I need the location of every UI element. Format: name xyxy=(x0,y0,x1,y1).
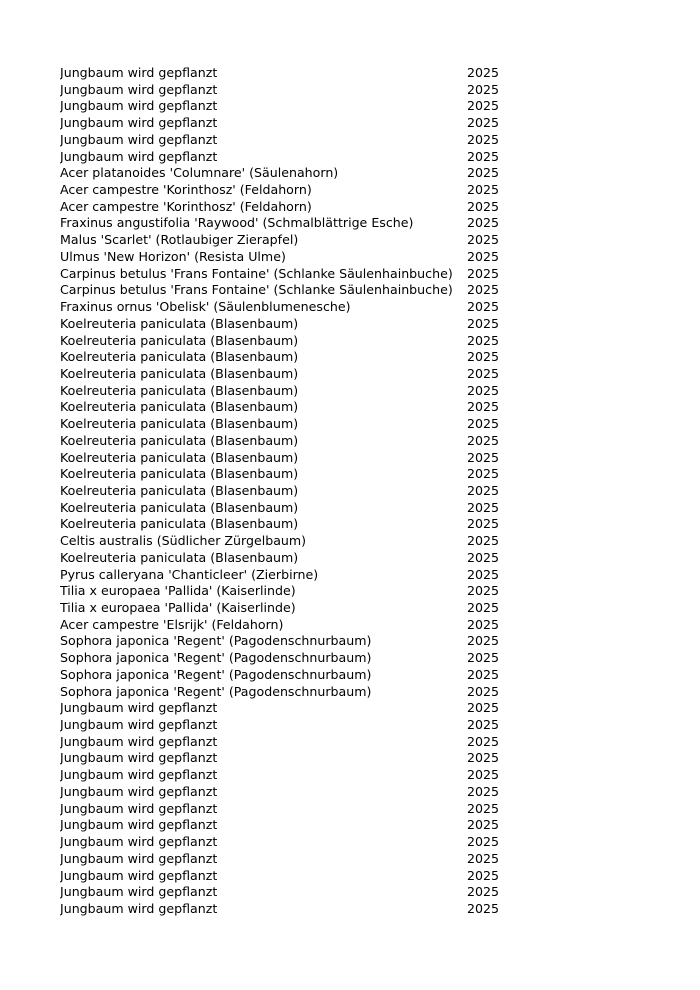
tree-row xyxy=(60,633,520,650)
planting-year: 2025 xyxy=(467,717,500,733)
tree-row xyxy=(60,901,520,918)
tree-name: Sophora japonica 'Regent' (Pagodenschnurbaum) xyxy=(60,650,372,666)
tree-row xyxy=(60,316,520,333)
tree-row xyxy=(60,366,520,383)
tree-name: Koelreuteria paniculata (Blasenbaum) xyxy=(60,382,299,398)
tree-name: Jungbaum wird gepflanzt xyxy=(60,817,218,833)
tree-row xyxy=(60,550,520,567)
planting-year: 2025 xyxy=(467,165,500,181)
tree-row xyxy=(60,767,520,784)
tree-name: Koelreuteria paniculata (Blasenbaum) xyxy=(60,332,299,348)
planting-year: 2025 xyxy=(467,750,500,766)
tree-name: Jungbaum wird gepflanzt xyxy=(60,800,218,816)
tree-planting-list xyxy=(60,65,520,918)
tree-name: Jungbaum wird gepflanzt xyxy=(60,131,218,147)
planting-year: 2025 xyxy=(467,282,500,298)
tree-name: Sophora japonica 'Regent' (Pagodenschnurbaum) xyxy=(60,633,372,649)
planting-year: 2025 xyxy=(467,600,500,615)
planting-year: 2025 xyxy=(467,232,500,248)
tree-row xyxy=(60,266,520,283)
planting-year: 2025 xyxy=(467,533,500,549)
tree-name: Acer campestre 'Korinthosz' (Feldahorn) xyxy=(60,198,312,214)
tree-row xyxy=(60,650,520,667)
planting-year: 2025 xyxy=(467,248,500,264)
tree-row xyxy=(60,98,520,115)
tree-name: Jungbaum wird gepflanzt xyxy=(60,900,218,916)
tree-row xyxy=(60,684,520,701)
tree-name: Jungbaum wird gepflanzt xyxy=(60,783,218,799)
tree-row xyxy=(60,617,520,634)
planting-year: 2025 xyxy=(467,65,500,80)
planting-year: 2025 xyxy=(467,583,500,599)
tree-name: Fraxinus ornus 'Obelisk' (Säulenblumenesche) xyxy=(60,299,351,315)
tree-row xyxy=(60,567,520,584)
tree-name: Acer platanoides 'Columnare' (Säulenahorn) xyxy=(60,165,339,181)
planting-year: 2025 xyxy=(467,566,500,582)
tree-name: Acer campestre 'Elsrijk' (Feldahorn) xyxy=(60,616,284,632)
tree-row xyxy=(60,868,520,885)
planting-year: 2025 xyxy=(467,299,500,315)
tree-name: Jungbaum wird gepflanzt xyxy=(60,834,218,850)
tree-row xyxy=(60,817,520,834)
tree-row xyxy=(60,667,520,684)
tree-name: Sophora japonica 'Regent' (Pagodenschnurbaum) xyxy=(60,666,372,682)
planting-year: 2025 xyxy=(467,265,500,281)
tree-row xyxy=(60,232,520,249)
planting-year: 2025 xyxy=(467,399,500,415)
tree-name: Tilia x europaea 'Pallida' (Kaiserlinde) xyxy=(60,600,296,615)
tree-name: Koelreuteria paniculata (Blasenbaum) xyxy=(60,449,299,465)
tree-row xyxy=(60,165,520,182)
planting-year: 2025 xyxy=(467,98,500,114)
tree-row xyxy=(60,700,520,717)
planting-year: 2025 xyxy=(467,516,500,532)
tree-name: Koelreuteria paniculata (Blasenbaum) xyxy=(60,549,299,565)
tree-name: Celtis australis (Südlicher Zürgelbaum) xyxy=(60,533,307,549)
planting-year: 2025 xyxy=(467,315,500,331)
tree-row xyxy=(60,533,520,550)
tree-name: Pyrus calleryana 'Chanticleer' (Zierbirne) xyxy=(60,566,319,582)
tree-name: Carpinus betulus 'Frans Fontaine' (Schlanke Säulenhainbuche) xyxy=(60,265,453,281)
tree-row xyxy=(60,851,520,868)
tree-name: Jungbaum wird gepflanzt xyxy=(60,750,218,766)
planting-year: 2025 xyxy=(467,783,500,799)
tree-name: Jungbaum wird gepflanzt xyxy=(60,867,218,883)
tree-row xyxy=(60,199,520,216)
tree-row xyxy=(60,349,520,366)
planting-year: 2025 xyxy=(467,499,500,515)
planting-year: 2025 xyxy=(467,148,500,164)
planting-year: 2025 xyxy=(467,131,500,147)
tree-name: Jungbaum wird gepflanzt xyxy=(60,717,218,733)
tree-row xyxy=(60,299,520,316)
tree-name: Jungbaum wird gepflanzt xyxy=(60,115,218,131)
tree-name: Jungbaum wird gepflanzt xyxy=(60,98,218,114)
planting-year: 2025 xyxy=(467,549,500,565)
planting-year: 2025 xyxy=(467,432,500,448)
tree-row xyxy=(60,65,520,82)
planting-year: 2025 xyxy=(467,767,500,783)
planting-year: 2025 xyxy=(467,449,500,465)
tree-name: Koelreuteria paniculata (Blasenbaum) xyxy=(60,416,299,432)
tree-row xyxy=(60,834,520,851)
planting-year: 2025 xyxy=(467,884,500,900)
tree-row xyxy=(60,600,520,617)
tree-name: Koelreuteria paniculata (Blasenbaum) xyxy=(60,432,299,448)
planting-year: 2025 xyxy=(467,365,500,381)
tree-name: Koelreuteria paniculata (Blasenbaum) xyxy=(60,516,299,532)
tree-row xyxy=(60,500,520,517)
planting-year: 2025 xyxy=(467,482,500,498)
planting-year: 2025 xyxy=(467,349,500,365)
tree-row xyxy=(60,383,520,400)
tree-name: Koelreuteria paniculata (Blasenbaum) xyxy=(60,315,299,331)
planting-year: 2025 xyxy=(467,81,500,97)
tree-row xyxy=(60,132,520,149)
tree-name: Jungbaum wird gepflanzt xyxy=(60,81,218,97)
tree-name: Carpinus betulus 'Frans Fontaine' (Schlanke Säulenhainbuche) xyxy=(60,282,453,298)
tree-name: Koelreuteria paniculata (Blasenbaum) xyxy=(60,399,299,415)
tree-name: Jungbaum wird gepflanzt xyxy=(60,884,218,900)
tree-row xyxy=(60,182,520,199)
tree-row xyxy=(60,282,520,299)
tree-name: Koelreuteria paniculata (Blasenbaum) xyxy=(60,499,299,515)
tree-name: Sophora japonica 'Regent' (Pagodenschnurbaum) xyxy=(60,683,372,699)
planting-year: 2025 xyxy=(467,800,500,816)
planting-year: 2025 xyxy=(467,650,500,666)
tree-row xyxy=(60,583,520,600)
tree-row xyxy=(60,516,520,533)
tree-row xyxy=(60,717,520,734)
tree-name: Malus 'Scarlet' (Rotlaubiger Zierapfel) xyxy=(60,232,299,248)
tree-name: Acer campestre 'Korinthosz' (Feldahorn) xyxy=(60,182,312,198)
planting-year: 2025 xyxy=(467,466,500,482)
tree-row xyxy=(60,433,520,450)
tree-name: Jungbaum wird gepflanzt xyxy=(60,733,218,749)
planting-year: 2025 xyxy=(467,382,500,398)
planting-year: 2025 xyxy=(467,817,500,833)
tree-row xyxy=(60,399,520,416)
planting-year: 2025 xyxy=(467,633,500,649)
planting-year: 2025 xyxy=(467,867,500,883)
tree-name: Jungbaum wird gepflanzt xyxy=(60,148,218,164)
planting-year: 2025 xyxy=(467,215,500,231)
tree-name: Jungbaum wird gepflanzt xyxy=(60,767,218,783)
tree-name: Ulmus 'New Horizon' (Resista Ulme) xyxy=(60,248,286,264)
tree-row xyxy=(60,483,520,500)
tree-row xyxy=(60,450,520,467)
tree-row xyxy=(60,884,520,901)
planting-year: 2025 xyxy=(467,182,500,198)
tree-row xyxy=(60,333,520,350)
tree-name: Jungbaum wird gepflanzt xyxy=(60,65,218,80)
tree-row xyxy=(60,149,520,166)
planting-year: 2025 xyxy=(467,683,500,699)
tree-row xyxy=(60,750,520,767)
planting-year: 2025 xyxy=(467,900,500,916)
tree-row xyxy=(60,82,520,99)
tree-row xyxy=(60,416,520,433)
tree-row xyxy=(60,115,520,132)
planting-year: 2025 xyxy=(467,834,500,850)
tree-name: Tilia x europaea 'Pallida' (Kaiserlinde) xyxy=(60,583,296,599)
tree-row xyxy=(60,734,520,751)
tree-name: Koelreuteria paniculata (Blasenbaum) xyxy=(60,365,299,381)
planting-year: 2025 xyxy=(467,416,500,432)
planting-year: 2025 xyxy=(467,850,500,866)
tree-name: Koelreuteria paniculata (Blasenbaum) xyxy=(60,466,299,482)
tree-name: Fraxinus angustifolia 'Raywood' (Schmalblättrige Esche) xyxy=(60,215,414,231)
tree-row xyxy=(60,215,520,232)
tree-row xyxy=(60,784,520,801)
tree-name: Jungbaum wird gepflanzt xyxy=(60,850,218,866)
planting-year: 2025 xyxy=(467,115,500,131)
planting-year: 2025 xyxy=(467,733,500,749)
tree-row xyxy=(60,249,520,266)
planting-year: 2025 xyxy=(467,700,500,716)
planting-year: 2025 xyxy=(467,666,500,682)
tree-name: Koelreuteria paniculata (Blasenbaum) xyxy=(60,482,299,498)
tree-row xyxy=(60,801,520,818)
planting-year: 2025 xyxy=(467,616,500,632)
tree-name: Koelreuteria paniculata (Blasenbaum) xyxy=(60,349,299,365)
planting-year: 2025 xyxy=(467,198,500,214)
tree-name: Jungbaum wird gepflanzt xyxy=(60,700,218,716)
planting-year: 2025 xyxy=(467,332,500,348)
tree-row xyxy=(60,466,520,483)
